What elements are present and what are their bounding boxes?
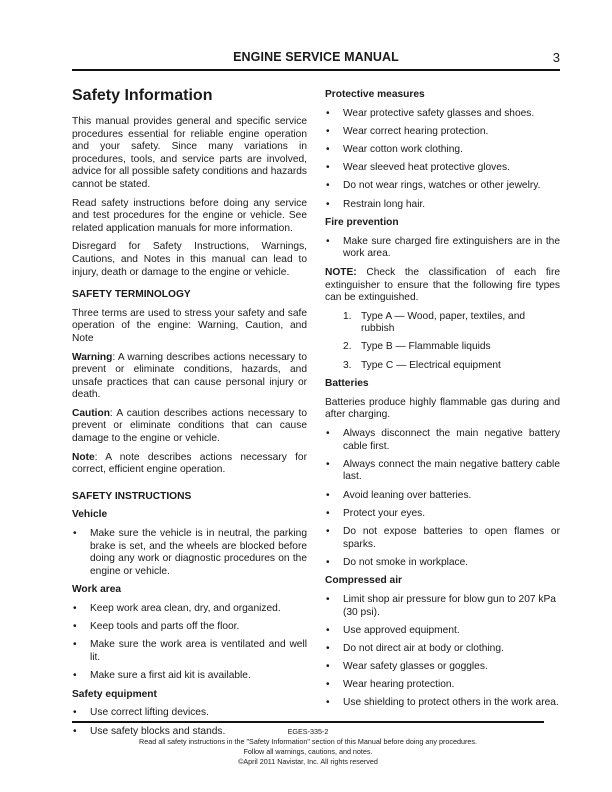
list-item: • Use safety blocks and stands. (73, 725, 226, 737)
left-column (72, 86, 307, 744)
list-item: • Wear safety glasses or goggles. (326, 661, 488, 673)
bullet-icon: • (326, 525, 330, 537)
bullet-icon: • (326, 507, 330, 519)
list-item: 3. Type C — Electrical equipment (343, 359, 501, 371)
bullet-icon: • (326, 458, 330, 470)
manual-title: ENGINE SERVICE MANUAL (233, 50, 399, 64)
list-item: • Do not wear rings, watches or other jewelry. (326, 180, 541, 192)
intro-paragraph: This manual provides general and specific service procedures essential for reliable engine operation and your safety. Since many variations in procedures, tools, and service parts are involved, advice for all possible safety conditions and hazards cannot be stated. (72, 116, 308, 190)
bullet-icon: • (326, 143, 330, 155)
list-item: • Keep tools and parts off the floor. (73, 621, 240, 633)
list-item: • Always connect the main negative battery cable last. (326, 458, 560, 483)
term-label: Caution (72, 407, 110, 419)
terminology-heading: SAFETY TERMINOLOGY (72, 289, 191, 301)
term-label: Note (72, 451, 95, 463)
term-warning (72, 352, 307, 402)
bullet-icon: • (73, 725, 77, 737)
protective-measures-list (325, 108, 560, 212)
vehicle-heading: Vehicle (72, 509, 108, 521)
bullet-icon: • (73, 639, 77, 651)
term-label: Warning (72, 351, 113, 363)
list-item: • Make sure a first aid kit is available. (73, 670, 251, 682)
bullet-icon: • (326, 107, 330, 119)
batteries-intro: Batteries produce highly flammable gas during and after charging. (325, 396, 560, 421)
list-item: • Use shielding to protect others in the work area. (326, 697, 559, 709)
list-item: • Wear protective safety glasses and shoes. (326, 107, 535, 119)
list-item: 2. Type B — Flammable liquids (343, 341, 491, 353)
header-divider (72, 69, 560, 71)
list-item: • Wear correct hearing protection. (326, 125, 489, 137)
instructions-heading: SAFETY INSTRUCTIONS (72, 490, 192, 502)
bullet-icon: • (73, 670, 77, 682)
fire-prevention-heading: Fire prevention (325, 217, 399, 229)
bullet-icon: • (73, 707, 77, 719)
bullet-icon: • (326, 235, 330, 247)
right-column (325, 89, 560, 716)
bullet-icon: • (326, 428, 330, 440)
list-item: • Protect your eyes. (326, 507, 426, 519)
page-footer (72, 727, 544, 767)
list-item: • Do not direct air at body or clothing. (326, 642, 504, 654)
work-area-list (72, 603, 307, 683)
document-id: EGES-335-2 (287, 727, 329, 736)
list-item: • Always disconnect the main negative battery cable first. (326, 428, 560, 452)
work-area-heading: Work area (72, 584, 122, 596)
list-item: • Wear cotton work clothing. (326, 143, 463, 155)
list-item: • Wear sleeved heat protective gloves. (326, 162, 510, 174)
bullet-icon: • (326, 679, 330, 691)
list-item: • Make sure the vehicle is in neutral, the parking brake is set, and the wheels are blocked before doing any work or diagnostic procedures on the engine or vehicle. (73, 528, 307, 577)
page-number: 3 (552, 50, 560, 65)
bullet-icon: • (326, 697, 330, 709)
intro-paragraph: Disregard for Safety Instructions, Warnings, Cautions, and Notes in this manual can lead to injury, death or damage to the engine or vehicle. (72, 241, 307, 278)
bullet-icon: • (326, 593, 330, 605)
fire-prevention-list (325, 236, 560, 261)
batteries-list (325, 428, 560, 569)
footer-line: Follow all warnings, cautions, and notes. (243, 747, 373, 756)
list-item: • Make sure the work area is ventilated and well lit. (73, 639, 307, 663)
bullet-icon: • (326, 489, 330, 501)
term-note (72, 452, 307, 477)
list-item: • Limit shop air pressure for blow gun to 207 kPa (30 psi). (326, 593, 556, 618)
footer-line: Read all safety instructions in the "Safety Information" section of this Manual before doing any procedures. (139, 737, 477, 746)
bullet-icon: • (326, 556, 330, 568)
copyright: ©April 2011 Navistar, Inc. All rights reserved (238, 757, 378, 766)
fire-types-list (325, 311, 560, 373)
batteries-heading: Batteries (325, 378, 369, 390)
protective-measures-heading: Protective measures (325, 89, 425, 100)
bullet-icon: • (326, 642, 330, 654)
list-item: • Use correct lifting devices. (73, 707, 209, 719)
bullet-icon: • (326, 125, 330, 137)
bullet-icon: • (326, 162, 330, 174)
bullet-icon: • (326, 624, 330, 636)
note-label: NOTE: (325, 266, 357, 278)
bullet-icon: • (326, 661, 330, 673)
compressed-air-list (325, 594, 560, 710)
list-item: • Keep work area clean, dry, and organized. (73, 603, 281, 614)
compressed-air-heading: Compressed air (325, 575, 403, 587)
safety-equipment-heading: Safety equipment (72, 688, 157, 700)
list-item: • Wear hearing protection. (326, 679, 455, 691)
terminology-intro: Three terms are used to stress your safety and safe operation of the engine: Warning, Caution, and Note (72, 307, 307, 344)
list-item: • Avoid leaning over batteries. (326, 489, 472, 501)
bullet-icon: • (73, 603, 77, 614)
term-caution (72, 408, 307, 446)
vehicle-list (72, 528, 307, 578)
section-title: Safety Information (72, 87, 213, 104)
list-item: • Restrain long hair. (326, 198, 426, 210)
note-text: Check the classification of each fire extinguisher to ensure that the following fire types can be extinguished. (325, 266, 560, 304)
list-item: • Use approved equipment. (326, 624, 460, 636)
list-item: • Do not expose batteries to open flames or sparks. (326, 525, 560, 550)
term-definition: : A note describes actions necessary for correct, efficient engine operation. (72, 451, 307, 476)
list-item: 1. Type A — Wood, paper, textiles, and rubbish (343, 310, 526, 335)
term-definition: : A warning describes actions necessary to prevent or eliminate conditions, hazards, and unsafe practices that can cause personal injury or death. (72, 351, 307, 401)
bullet-icon: • (326, 180, 330, 192)
bullet-icon: • (73, 621, 77, 633)
term-definition: : A caution describes actions necessary to prevent or eliminate conditions that can cause damage to the engine or vehicle. (72, 407, 307, 445)
footer-divider (72, 721, 544, 723)
bullet-icon: • (326, 198, 330, 210)
bullet-icon: • (73, 528, 77, 540)
page-header (72, 48, 560, 70)
list-item: • Do not smoke in workplace. (326, 556, 469, 568)
fire-note (325, 267, 560, 305)
list-item: • Make sure charged fire extinguishers are in the work area. (326, 235, 560, 260)
intro-paragraph: Read safety instructions before doing any service and test procedures for the engine or vehicle. See related application manuals for more information. (72, 197, 307, 234)
